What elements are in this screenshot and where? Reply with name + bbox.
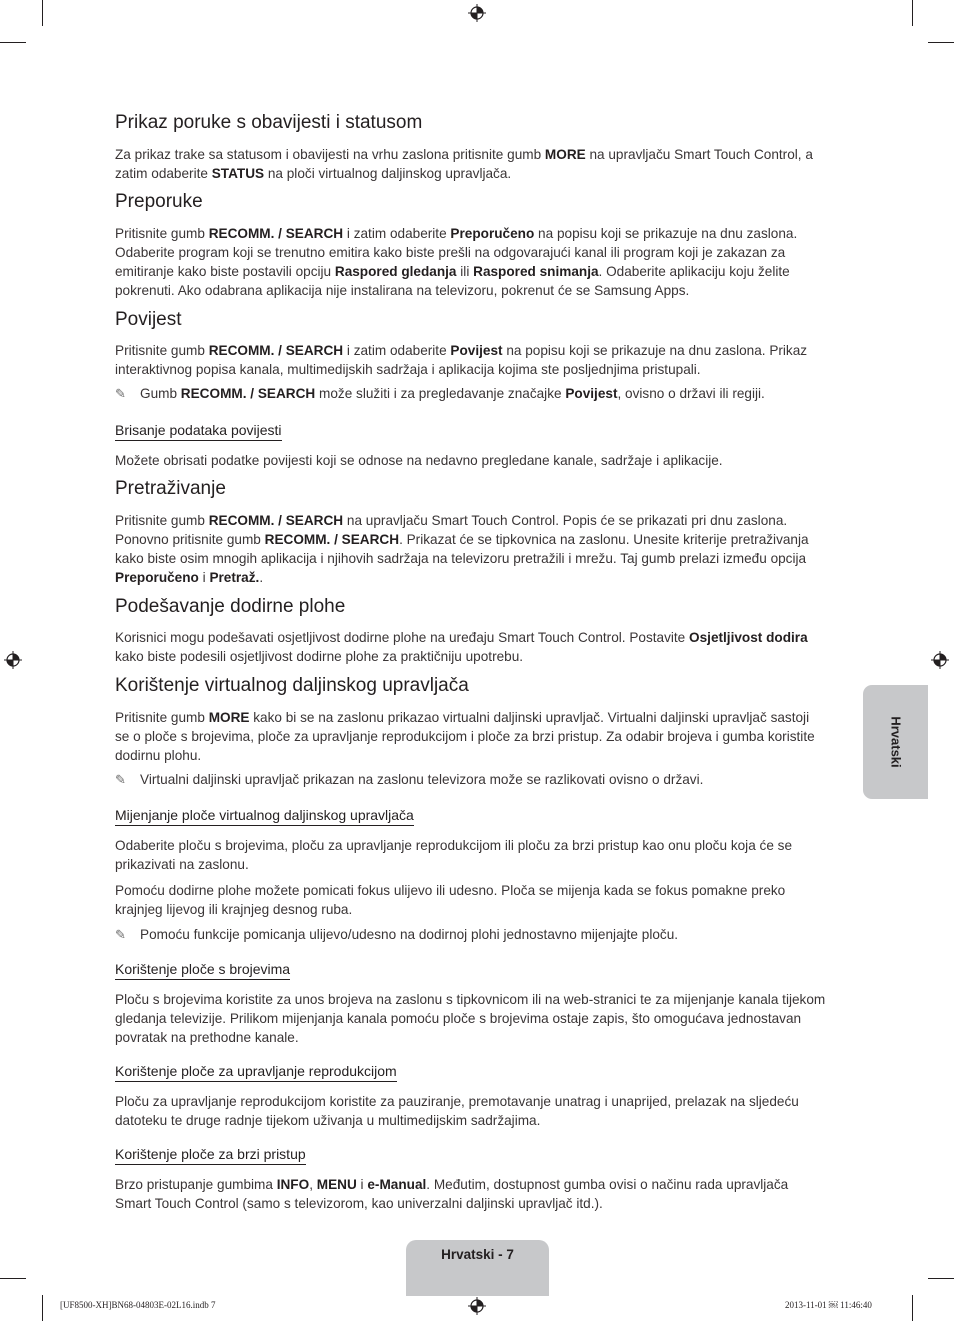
pencil-note-icon: ✎ (115, 927, 126, 942)
paragraph: Korisnici mogu podešavati osjetljivost dodirne plohe na uređaju Smart Touch Control. Postavite Osjetljivost dodira kako biste podesili osjetljivost dodirne plohe za praktičniju upotrebu. (115, 630, 808, 664)
page-number-label: Hrvatski - 7 (441, 1247, 514, 1262)
crop-mark (42, 0, 43, 26)
crop-mark (928, 1278, 954, 1279)
registration-mark-icon (468, 4, 486, 22)
pencil-note-icon: ✎ (115, 772, 126, 787)
note: ✎ Virtualni daljinski upravljač prikazan na zaslonu televizora može se razlikovati ovisno o državi. (115, 772, 704, 787)
subheading-change-panel: Mijenjanje ploče virtualnog daljinskog upravljača (115, 806, 414, 826)
paragraph: Brzo pristupanje gumbima INFO, MENU i e-Manual. Međutim, dostupnost gumba ovisi o načinu rada upravljača Smart Touch Control (samo s televizorom, kao univerzalni daljinski upravljač itd.). (115, 1177, 789, 1211)
subheading-number-panel: Korištenje ploče s brojevima (115, 960, 290, 980)
paragraph: Ploču s brojevima koristite za unos brojeva na zaslonu s tipkovnicom ili na web-stranici te za mijenjanje kanala tijekom gledanja televizije. Prilikom mijenjanja kanala pomoću ploče s brojevima ostaje zapis, što omogućava jednostavan povratak na prethodne kanale. (115, 992, 826, 1045)
footer-file-info: [UF8500-XH]BN68-04803E-02L16.indb 7 (60, 1300, 216, 1310)
subheading-playback-panel: Korištenje ploče za upravljanje reprodukcijom (115, 1062, 397, 1082)
footer-timestamp: 2013-11-01 ￼ 11:46:40 (785, 1300, 872, 1310)
section-heading-status: Prikaz poruke s obavijesti i statusom (115, 112, 423, 133)
section-heading-history: Povijest (115, 309, 182, 330)
page-number-tab (406, 1240, 549, 1296)
note: ✎ Gumb RECOMM. / SEARCH može služiti i za pregledavanje značajke Povijest, ovisno o državi ili regiji. (115, 386, 765, 401)
language-side-tab (863, 685, 928, 799)
paragraph: Pritisnite gumb RECOMM. / SEARCH na upravljaču Smart Touch Control. Popis će se prikazati pri dnu zaslona. Ponovno pritisnite gumb RECOMM. / SEARCH. Prikazat će se tipkovnica na zaslonu. Unesite kriterije pretraživanja kako biste osim mnogih aplikacija i njihovih sadržaja na televizoru pretražili i mrežu. Taj gumb prelazi između opcija Preporučeno i Pretraž.. (115, 513, 809, 585)
paragraph: Za prikaz trake sa statusom i obavijesti na vrhu zaslona pritisnite gumb MORE na upravljaču Smart Touch Control, a zatim odaberite STATUS na ploči virtualnog daljinskog upravljača. (115, 147, 813, 181)
pencil-note-icon: ✎ (115, 386, 126, 401)
paragraph: Ploču za upravljanje reprodukcijom koristite za pauziranje, premotavanje unatrag i unaprijed, prelazak na sljedeću datoteku te druge radnje tijekom uživanja u multimedijskim sadržajima. (115, 1094, 799, 1128)
crop-mark (912, 0, 913, 26)
crop-mark (0, 1278, 26, 1279)
paragraph: Možete obrisati podatke povijesti koji se odnose na nedavno pregledane kanale, sadržaje i aplikacije. (115, 453, 723, 468)
subheading-quick-access-panel: Korištenje ploče za brzi pristup (115, 1145, 306, 1165)
paragraph: Pritisnite gumb MORE kako bi se na zaslonu prikazao virtualni daljinski upravljač. Virtualni daljinski upravljač sastoji se o ploče s brojevima, ploče za upravljanje reprodukcijom i ploče za brzi pristup. Za odabir brojeva i gumba koristite dodirnu plohu. (115, 710, 815, 763)
section-heading-touchpad: Podešavanje dodirne plohe (115, 596, 346, 617)
paragraph: Pomoću dodirne plohe možete pomicati fokus ulijevo ili udesno. Ploča se mijenja kada se fokus pomakne preko krajnjeg lijevog ili krajnjeg desnog ruba. (115, 883, 786, 917)
section-heading-search: Pretraživanje (115, 478, 226, 499)
subheading-clear-history: Brisanje podataka povijesti (115, 421, 282, 441)
crop-mark (912, 1295, 913, 1321)
crop-mark (0, 42, 26, 43)
registration-mark-icon (4, 651, 22, 669)
crop-mark (42, 1295, 43, 1321)
language-side-tab-label: Hrvatski (888, 716, 903, 768)
section-heading-recommendations: Preporuke (115, 191, 203, 212)
paragraph: Pritisnite gumb RECOMM. / SEARCH i zatim odaberite Povijest na popisu koji se prikazuje na dnu zaslona. Prikaz interaktivnog popisa kanala, multimedijskih sadržaja i aplikacija kojima ste posljednjima pristupali. (115, 343, 808, 377)
paragraph: Pritisnite gumb RECOMM. / SEARCH i zatim odaberite Preporučeno na popisu koji se prikazuje na dnu zaslona. Odaberite program koji se trenutno emitira kako biste prešli na odgovarajući kanal ili program koji je zakazan za emitiranje kako biste postavili opciju Raspored gledanja ili Raspored snimanja. Odaberite aplikaciju koju želite pokrenuti. Ako odabrana aplikacija nije instalirana na televizoru, pokrenut će se Samsung Apps. (115, 226, 798, 298)
registration-mark-icon (931, 651, 949, 669)
paragraph: Odaberite ploču s brojevima, ploču za upravljanje reprodukcijom ili ploču za brzi pristup kao onu ploču koja će se prikazivati na zaslonu. (115, 838, 793, 872)
section-heading-virtual-remote: Korištenje virtualnog daljinskog upravljača (115, 675, 469, 696)
registration-mark-icon (468, 1297, 486, 1315)
note: ✎ Pomoću funkcije pomicanja ulijevo/udesno na dodirnoj plohi jednostavno mijenjajte ploču. (115, 927, 679, 942)
crop-mark (928, 42, 954, 43)
